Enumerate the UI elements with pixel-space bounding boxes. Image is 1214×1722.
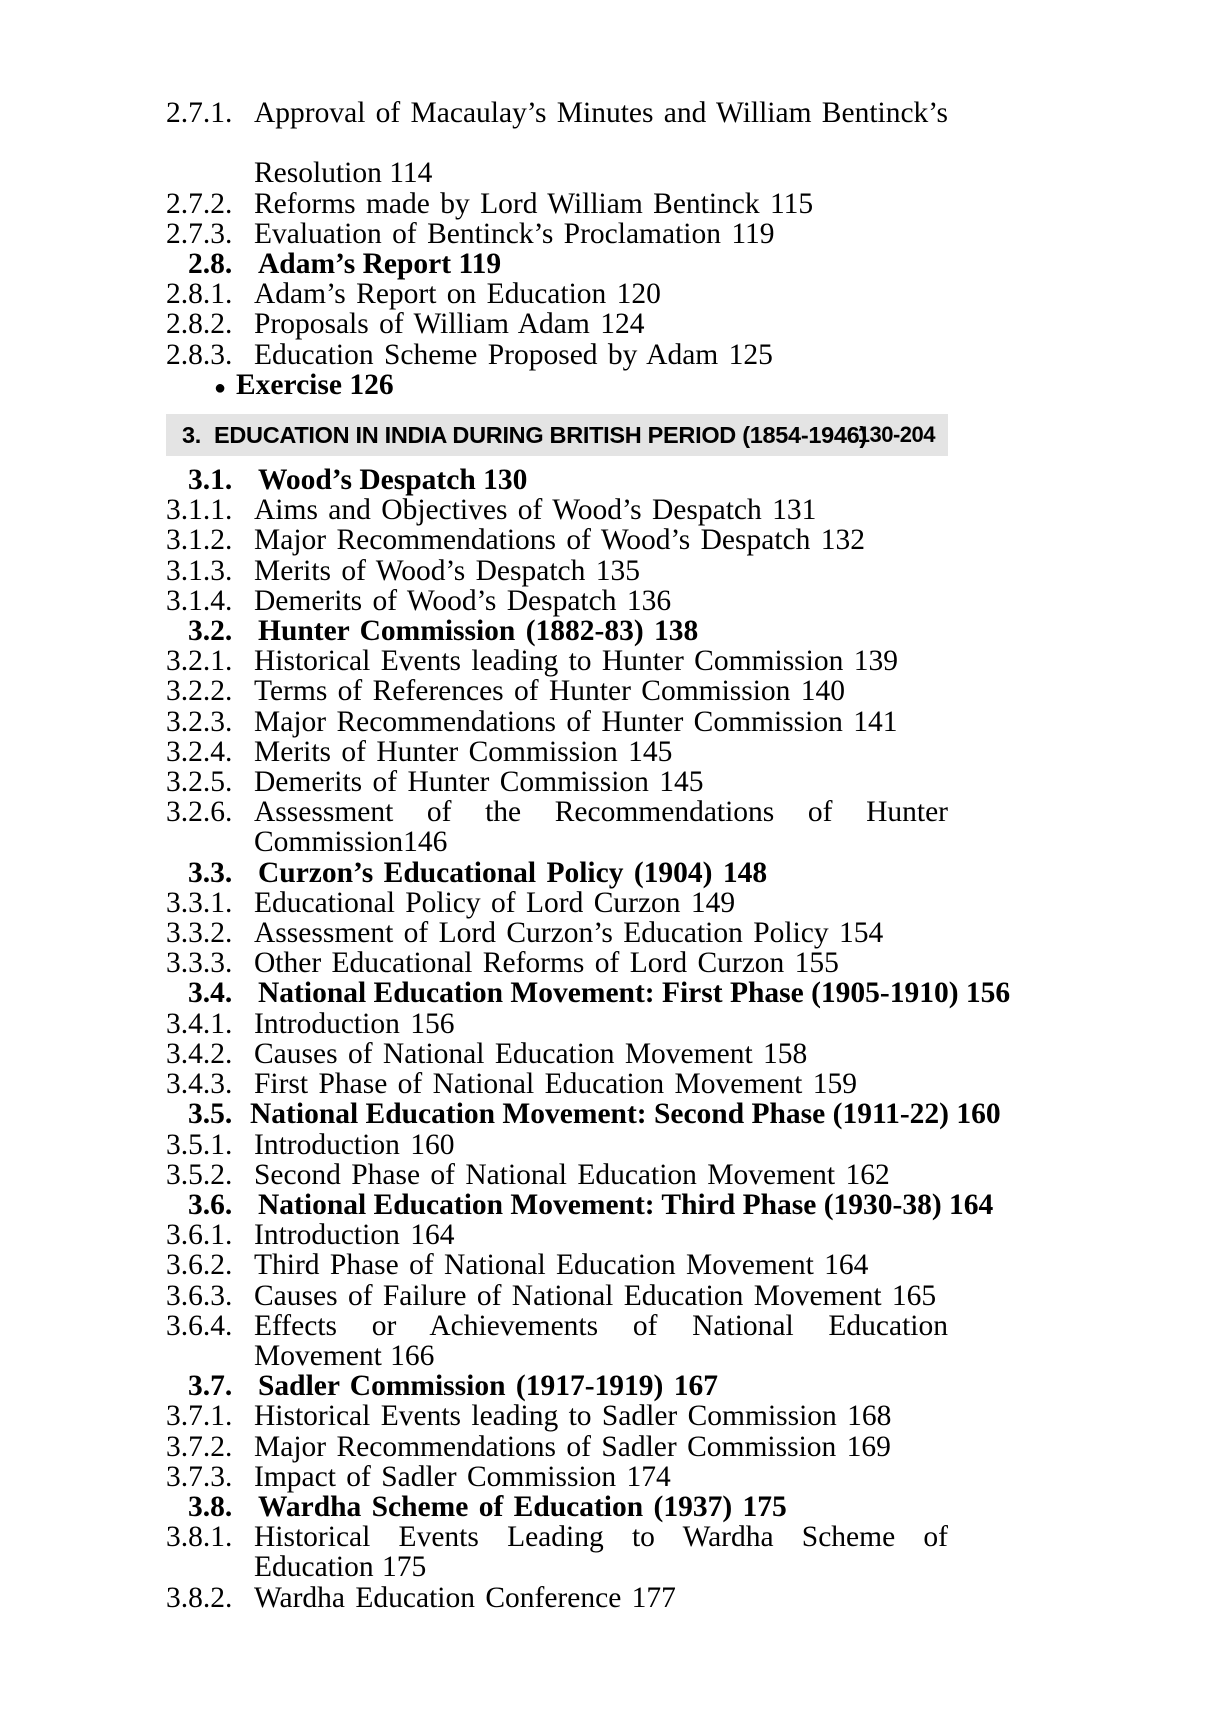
toc-entry-number: 3.1.: [188, 464, 233, 497]
toc-entry-number: 3.2.5.: [166, 766, 233, 799]
toc-entry: [166, 1039, 948, 1069]
toc-entry-number: 2.7.3.: [166, 217, 233, 250]
toc-entry-title: Approval of Macaulay’s Minutes and William Bentinck’s: [254, 97, 948, 129]
toc-entry-number: 2.8.: [188, 248, 233, 281]
toc-entry-number: 3.5.1.: [166, 1128, 233, 1161]
toc-entry-title: Effects or Achievements of National Education Movement 166: [254, 1309, 948, 1372]
toc-entry-title: Historical Events leading to Sadler Commission 168: [254, 1400, 892, 1433]
toc-entry-number: 3.2.1.: [166, 645, 233, 678]
toc-entry: [166, 525, 948, 555]
toc-entry: [166, 309, 948, 339]
toc-entry-title: Education Scheme Proposed by Adam 125: [254, 338, 773, 371]
toc-entry: [166, 1432, 948, 1462]
toc-entry: [166, 1160, 948, 1190]
toc-section-entry: [166, 249, 948, 279]
toc-section-entry: [166, 616, 948, 646]
toc-section-entry: [166, 977, 1011, 1010]
chapter-header-band: [166, 414, 948, 456]
toc-entry-title: Historical Events leading to Hunter Commission 139: [254, 645, 898, 678]
toc-entry-title: Major Recommendations of Wood’s Despatch 132: [254, 524, 865, 557]
chapter-number: 3.: [182, 421, 201, 448]
toc-entry-number: 3.2.6.: [166, 796, 233, 829]
toc-entry-number: 3.4.1.: [166, 1007, 233, 1040]
toc-entry-title: Demerits of Wood’s Despatch 136: [254, 584, 672, 617]
toc-entry-title: Other Educational Reforms of Lord Curzon 155: [254, 947, 839, 980]
toc-entry-number: 3.5.2.: [166, 1158, 233, 1191]
toc-entry-title: Impact of Sadler Commission 174: [254, 1460, 671, 1493]
toc-entry-title: Merits of Wood’s Despatch 135: [254, 554, 640, 587]
toc-entry-title: Historical Events Leading to Wardha Scheme of Education 175: [254, 1521, 948, 1584]
toc-entry-number: 3.3.2.: [166, 917, 233, 950]
toc-entry-number: 3.8.1.: [166, 1521, 233, 1554]
toc-entry-title: Educational Policy of Lord Curzon 149: [254, 886, 736, 919]
toc-entry: [166, 586, 948, 616]
toc-entry-title: Merits of Hunter Commission 145: [254, 735, 673, 768]
toc-exercise-entry: [166, 370, 948, 403]
toc-entry-number: 3.2.: [188, 615, 233, 648]
toc-entry: [166, 495, 948, 525]
toc-entry: [166, 556, 948, 586]
toc-entry-number: 3.6.3.: [166, 1279, 233, 1312]
toc-entry-number: 2.7.1.: [166, 97, 233, 129]
toc-entry-number: 3.1.3.: [166, 554, 233, 587]
toc-entry-number: 2.8.2.: [166, 308, 233, 341]
toc-entry: [166, 797, 948, 857]
toc-entry-continuation: Resolution 114: [254, 157, 433, 190]
toc-entry: [166, 1401, 948, 1431]
toc-entry-number: 2.8.3.: [166, 338, 233, 371]
toc-entry-number: 3.6.: [188, 1188, 233, 1221]
toc-entry: [166, 676, 948, 706]
table-of-contents: [166, 97, 1011, 1614]
toc-entry-number: 3.2.2.: [166, 675, 233, 708]
toc-section-entry: [166, 465, 948, 495]
toc-entry: [166, 98, 948, 158]
toc-entry-number: 3.6.2.: [166, 1249, 233, 1282]
toc-section-entry: [166, 1492, 948, 1522]
toc-entry: [166, 189, 948, 219]
toc-entry-number: 3.3.3.: [166, 947, 233, 980]
toc-entry-title: Adam’s Report on Education 120: [254, 278, 661, 311]
toc-entry: [166, 1311, 948, 1371]
chapter-title: EDUCATION IN INDIA DURING BRITISH PERIOD (1854-1946): [214, 421, 867, 448]
toc-entry-number: 3.1.1.: [166, 494, 233, 527]
toc-entry-number: 3.7.: [188, 1370, 233, 1403]
toc-entry-title: Wood’s Despatch 130: [258, 464, 528, 497]
toc-entry-title: Hunter Commission (1882-83) 138: [258, 615, 699, 648]
toc-entry-title: Assessment of the Recommendations of Hunter Commission146: [254, 796, 948, 859]
toc-entry-title: Wardha Education Conference 177: [254, 1581, 676, 1614]
toc-entry-number: 3.4.2.: [166, 1037, 233, 1070]
toc-entry-title: Adam’s Report 119: [258, 248, 502, 281]
toc-section-entry: [166, 1371, 948, 1401]
toc-entry-title: Demerits of Hunter Commission 145: [254, 766, 704, 799]
toc-entry: [166, 646, 948, 676]
toc-entry-title: Proposals of William Adam 124: [254, 308, 645, 341]
toc-entry: [166, 1009, 948, 1039]
toc-entry: [166, 219, 948, 249]
toc-section-entry: [166, 1098, 1001, 1131]
toc-entry-title: Introduction 156: [254, 1007, 455, 1040]
toc-entry: [166, 340, 948, 370]
toc-entry: [166, 888, 948, 918]
toc-entry-number: 3.5.: [188, 1098, 233, 1131]
toc-entry-number: 3.8.: [188, 1490, 233, 1523]
toc-entry-number: 3.8.2.: [166, 1581, 233, 1614]
toc-entry-title: Reforms made by Lord William Bentinck 115: [254, 187, 814, 220]
toc-entry-title: National Education Movement: Third Phase (1930-38) 164: [258, 1188, 994, 1221]
toc-entry-title: Causes of Failure of National Education Movement 165: [254, 1279, 937, 1312]
toc-entry-number: 3.2.3.: [166, 705, 233, 738]
toc-entry: [166, 1250, 948, 1280]
toc-entry: [166, 1069, 948, 1099]
toc-entry: [166, 707, 948, 737]
toc-entry: [166, 1281, 948, 1311]
toc-entry-title: Causes of National Education Movement 158: [254, 1037, 808, 1070]
toc-entry-number: 3.3.: [188, 856, 233, 889]
toc-entry: [166, 948, 948, 978]
toc-entry-title: Curzon’s Educational Policy (1904) 148: [258, 856, 768, 889]
toc-entry: [166, 1462, 948, 1492]
toc-entry-title: National Education Movement: Second Phase (1911-22) 160: [250, 1098, 1001, 1131]
toc-entry-title: Wardha Scheme of Education (1937) 175: [258, 1490, 787, 1523]
toc-entry: [166, 737, 948, 767]
toc-entry: [166, 767, 948, 797]
toc-entry-title: Terms of References of Hunter Commission 140: [254, 675, 846, 708]
toc-entry-title: Introduction 164: [254, 1219, 455, 1252]
toc-entry-title: Aims and Objectives of Wood’s Despatch 131: [254, 494, 817, 527]
chapter-page-range: 130-204: [857, 422, 935, 448]
toc-entry-number: 3.6.1.: [166, 1219, 233, 1252]
toc-entry: [166, 1220, 948, 1250]
toc-entry-title: First Phase of National Education Movement 159: [254, 1068, 857, 1101]
toc-entry-number: 3.1.4.: [166, 584, 233, 617]
toc-section-entry: [166, 858, 948, 888]
toc-section-entry: [166, 1188, 994, 1221]
toc-entry-number: 3.1.2.: [166, 524, 233, 557]
toc-entry-number: 2.7.2.: [166, 187, 233, 220]
toc-entry: [166, 918, 948, 948]
toc-entry-title: Second Phase of National Education Movement 162: [254, 1158, 890, 1191]
toc-entry: [166, 1522, 948, 1582]
toc-entry-title: Sadler Commission (1917-1919) 167: [258, 1370, 718, 1403]
toc-entry-title: National Education Movement: First Phase (1905-1910) 156: [258, 977, 1011, 1010]
toc-entry: [166, 1583, 948, 1613]
toc-entry-number: 3.3.1.: [166, 886, 233, 919]
bullet-icon: ●: [214, 376, 227, 399]
toc-entry-number: 3.4.3.: [166, 1068, 233, 1101]
toc-entry-number: 3.7.3.: [166, 1460, 233, 1493]
toc-entry-title: Assessment of Lord Curzon’s Education Policy 154: [254, 917, 884, 950]
toc-entry: [166, 279, 948, 309]
toc-entry: [166, 1130, 948, 1160]
toc-entry-title: Major Recommendations of Hunter Commission 141: [254, 705, 898, 738]
toc-entry-number: 3.4.: [188, 977, 233, 1010]
toc-exercise-label: Exercise 126: [236, 368, 394, 401]
toc-entry-number: 3.6.4.: [166, 1309, 233, 1342]
toc-entry-title: Introduction 160: [254, 1128, 455, 1161]
toc-entry-title: Evaluation of Bentinck’s Proclamation 119: [254, 217, 775, 250]
toc-entry-number: 3.2.4.: [166, 735, 233, 768]
toc-entry-title: Major Recommendations of Sadler Commission 169: [254, 1430, 891, 1463]
toc-entry-number: 2.8.1.: [166, 278, 233, 311]
toc-entry-number: 3.7.1.: [166, 1400, 233, 1433]
toc-entry-title: Third Phase of National Education Movement 164: [254, 1249, 869, 1282]
toc-entry-number: 3.7.2.: [166, 1430, 233, 1463]
